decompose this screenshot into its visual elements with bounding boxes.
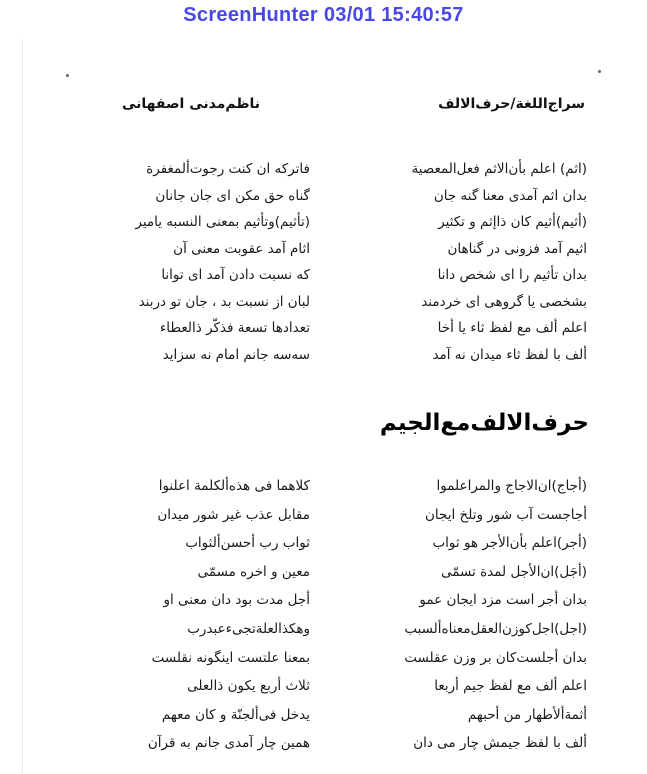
verse-line: كلاهما فی هذه‌ألكلمة اعلنوا <box>158 478 310 494</box>
verse-line: اعلم ألف مع لفظ ثاء يا أخا <box>437 320 587 336</box>
verse-line: تعدادها تسعة فذكّر ذالعطاء <box>159 320 310 336</box>
running-header-title: سراج‌اللغة/حرف‌الالف <box>438 96 585 112</box>
verse-line: أجل مدت بود دان معنی او <box>163 592 310 609</box>
verse-line: كه نسبت دادن آمد ای توانا <box>161 267 310 283</box>
verse-line: (اجل)اجل‌كوزن‌العقل‌معناه‌ألسبب <box>404 620 587 637</box>
verse-column-right-top <box>337 156 587 368</box>
verse-line: اثام آمد عقوبت معنی آن <box>173 240 310 257</box>
verse-line: (أثيم)أثيم كان ذاإثم و تكثير <box>438 214 587 230</box>
verse-line: بدان تأثيم را ای شخص دانا <box>437 267 587 283</box>
verse-column-right-bottom <box>337 472 587 758</box>
verse-line: يدخل فی‌ألجنّة و كان معهم <box>161 706 310 723</box>
verse-column-left-bottom <box>100 472 310 758</box>
verse-line: بدان أجر است مزد ایجان عمو <box>419 592 587 609</box>
verse-line: اعلم ألف مع لفظ جيم أربعا <box>434 678 587 695</box>
verse-line: ثواب رب أحسن‌ألثواب <box>185 535 310 552</box>
scan-speck <box>598 70 601 73</box>
section-heading: حرف‌الالف‌مع‌الجيم <box>379 410 589 436</box>
verse-line: بشخصی یا گروهی ای خردمند <box>421 293 587 310</box>
verse-line: ثلاث أربع يكون ذالعلی <box>187 678 310 695</box>
verse-line: بدان أجلست‌كان بر وزن عقلست <box>404 649 587 666</box>
verse-line: گناه حق مكن ای جان جانان <box>155 187 310 204</box>
verse-line: معين و اخره مسمّی <box>197 563 310 580</box>
verse-line: بمعنا علتست اینگونه نقلست <box>151 649 310 666</box>
verse-line: أجاجست آب شور وتلخ ایجان <box>425 506 587 523</box>
verse-line: وهكذالعلة‌تجیء‌عبدرب <box>187 620 310 637</box>
verse-line: بدان اثم آمدی معنا گنه جان <box>433 187 587 204</box>
verse-line: (اثم) اعلم بأن‌الاثم فعل‌المعصية <box>411 161 587 177</box>
running-header-author: ناظم‌مدنی اصفهانی <box>122 96 261 112</box>
verse-line: (أجاج)ان‌الاجاج والمراعلموا <box>436 478 587 494</box>
verse-line: أثمة‌ألأطهار من أحبهم <box>467 706 587 723</box>
verse-line: فاتركه ان كنت رجوت‌ألمغفرة <box>146 161 310 177</box>
verse-line: (أجَل)ان‌الأجل لمدة تسمّی <box>440 563 587 580</box>
verse-line: ألف با لفظ جيمش چار می دان <box>413 735 587 752</box>
verse-column-left-top <box>100 156 310 368</box>
verse-line: مقابل عذب غير شور ميدان <box>157 506 310 523</box>
verse-line: اثيم آمد فزونی در گناهان <box>447 240 587 257</box>
verse-line: سه‌سه جانم امام نه سزايد <box>162 346 310 363</box>
verse-line: (تأثيم)وتأثيم بمعنی النسبه يامير <box>135 214 310 230</box>
verse-line: (أجر)اعلم بأن‌الأجر هو ثواب <box>432 535 587 552</box>
verse-line: همين چار آمدی جانم به قرآن <box>147 735 310 752</box>
scan-speck <box>66 74 69 77</box>
screenhunter-watermark: ScreenHunter 03/01 15:40:57 <box>183 4 464 26</box>
verse-line: لبان از نسبت بد ، جان تو دربند <box>138 293 310 310</box>
verse-line: ألف با لفظ ثاء ميدان نه آمد <box>432 346 587 363</box>
